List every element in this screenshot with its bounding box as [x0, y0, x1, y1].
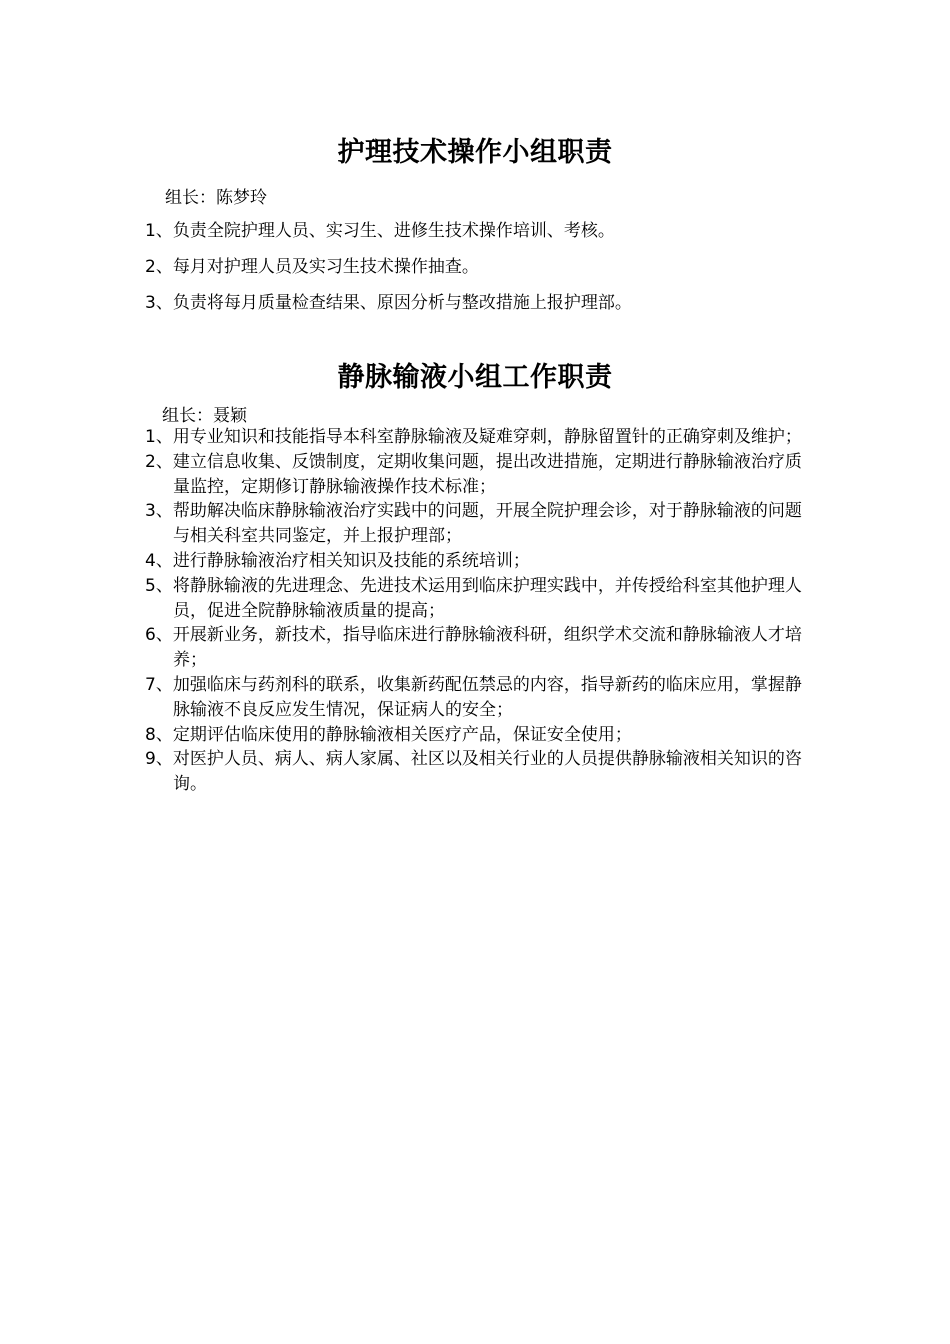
duty-item: 1、用专业知识和技能指导本科室静脉输液及疑难穿刺，静脉留置针的正确穿刺及维护；	[145, 427, 802, 447]
section-1-title: 护理技术操作小组职责	[337, 137, 613, 168]
duty-item: 9、对医护人员、病人、病人家属、社区以及相关行业的人员提供静脉输液相关知识的咨询。	[145, 749, 802, 795]
section-1-duty-list	[145, 218, 825, 326]
duty-item: 3、负责将每月质量检查结果、原因分析与整改措施上报护理部。	[145, 293, 632, 313]
section-2-duty-list	[145, 425, 813, 797]
duty-item: 5、将静脉输液的先进理念、先进技术运用到临床护理实践中，并传授给科室其他护理人员，促进全院静脉输液质量的提高；	[145, 575, 802, 621]
duty-item: 8、定期评估临床使用的静脉输液相关医疗产品，保证安全使用；	[145, 724, 632, 745]
duty-item: 7、加强临床与药剂科的联系，收集新药配伍禁忌的内容，指导新药的临床应用，掌握静脉输液不良反应发生情况，保证病人的安全；	[145, 674, 802, 720]
section-2-leader: 组长：聂颖	[162, 406, 247, 426]
duty-item: 2、建立信息收集、反馈制度，定期收集问题，提出改进措施，定期进行静脉输液治疗质量监控，定期修订静脉输液操作技术标准；	[145, 451, 802, 497]
duty-item: 1、负责全院护理人员、实习生、进修生技术操作培训、考核。	[145, 221, 615, 241]
duty-item: 6、开展新业务，新技术，指导临床进行静脉输液科研，组织学术交流和静脉输液人才培养；	[145, 625, 802, 671]
duty-item: 3、帮助解决临床静脉输液治疗实践中的问题，开展全院护理会诊，对于静脉输液的问题与相关科室共同鉴定，并上报护理部；	[145, 501, 802, 547]
section-1-leader: 组长：陈梦玲	[165, 188, 267, 208]
section-2-title: 静脉输液小组工作职责	[337, 362, 613, 393]
duty-item: 4、进行静脉输液治疗相关知识及技能的系统培训；	[145, 550, 530, 571]
duty-item: 2、每月对护理人员及实习生技术操作抽查。	[145, 257, 479, 277]
